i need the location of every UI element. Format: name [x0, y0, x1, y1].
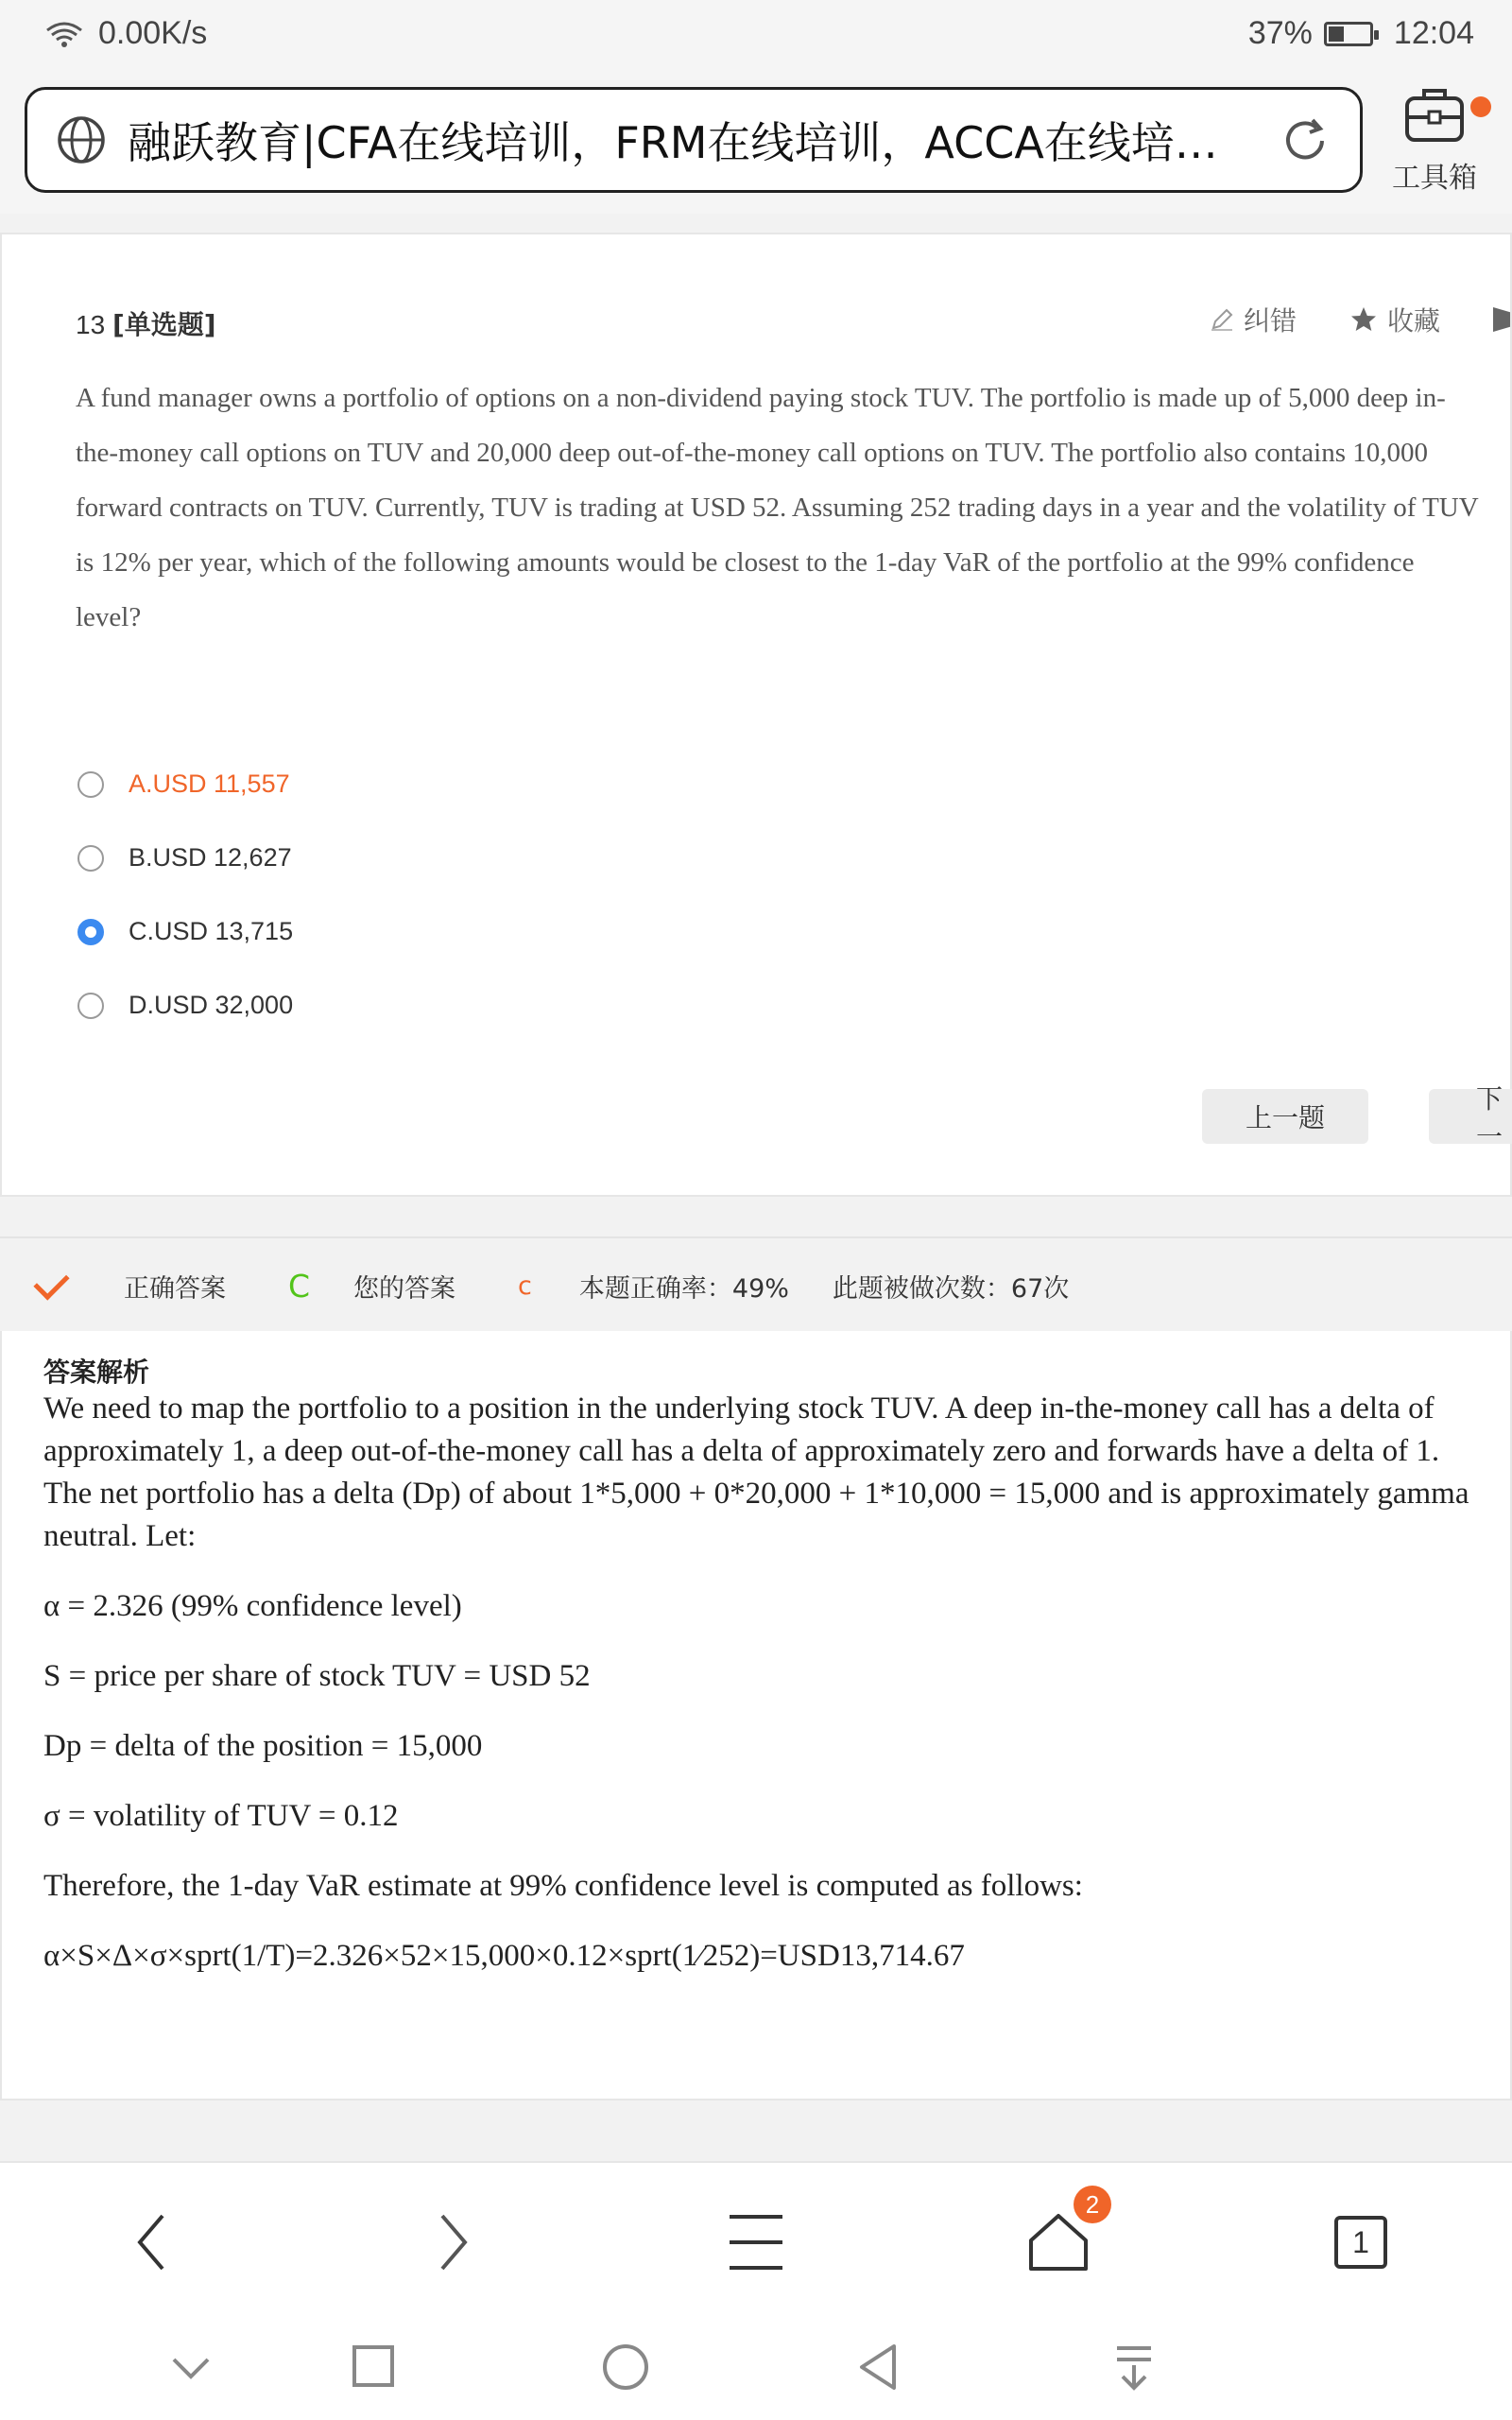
- browser-bottom-nav: [0, 2161, 1512, 2318]
- wifi-icon: [43, 19, 85, 49]
- explanation-paragraph: Therefore, the 1-day VaR estimate at 99% confidence level is computed as follows:: [43, 1869, 1083, 1903]
- download-arrow-icon[interactable]: [1113, 2344, 1155, 2392]
- report-error-label: 纠错: [1243, 305, 1297, 337]
- radio-b[interactable]: [77, 845, 104, 872]
- radio-c-selected[interactable]: [77, 919, 104, 945]
- tabs-button[interactable]: [1323, 2204, 1399, 2280]
- chevron-down-icon[interactable]: [170, 2354, 212, 2382]
- circle-home-icon[interactable]: [601, 2342, 650, 2392]
- option-b-label: B.USD 12,627: [129, 843, 292, 872]
- explanation-paragraph: α = 2.326 (99% confidence level): [43, 1589, 462, 1623]
- triangle-back-icon[interactable]: [856, 2342, 900, 2392]
- forward-button[interactable]: [416, 2204, 491, 2280]
- address-bar[interactable]: [25, 87, 1363, 193]
- correct-answer-label: 正确答案: [124, 1273, 226, 1304]
- explanation-paragraph: We need to map the portfolio to a position in the underlying stock TUV. A deep in-the-money call has a delta of approximately 1, a deep out-of-the-money call has a delta of approximately zero and forwards have a delta of 1. The net portfolio has a delta (Dp) of about 1*5,000 + 0*20,000 + 1*10,000 = 15,000 and is approximately gamma neutral. Let:: [43, 1392, 1469, 1553]
- page-title: 融跃教育|CFA在线培训，FRM在线培训，ACCA在线培…: [128, 117, 1218, 168]
- net-speed: 0.00K/s: [98, 15, 208, 51]
- globe-icon: [56, 114, 107, 165]
- explanation-paragraph: S = price per share of stock TUV = USD 52: [43, 1659, 591, 1693]
- explanation-body: [43, 1388, 1480, 2005]
- system-nav-bar: [0, 2316, 1512, 2420]
- browser-toolbar: [0, 72, 1512, 214]
- toolbox-icon: [1403, 83, 1466, 146]
- toolbox-button[interactable]: [1378, 83, 1491, 197]
- your-answer-label: 您的答案: [353, 1273, 456, 1304]
- battery-percent: 37%: [1247, 15, 1313, 51]
- battery-icon: [1324, 22, 1373, 46]
- your-answer-value: c: [518, 1270, 532, 1301]
- bookmark-icon[interactable]: [1493, 307, 1510, 332]
- chevron-left-icon: [132, 2212, 170, 2273]
- option-c[interactable]: [77, 917, 293, 946]
- option-a-label: A.USD 11,557: [129, 769, 290, 798]
- square-icon[interactable]: [352, 2344, 395, 2388]
- question-header: [76, 304, 216, 342]
- explanation-formula: α×S×Δ×σ×sprt(1/T)=2.326×52×15,000×0.12×sprt(1⁄252)=USD13,714.67: [43, 1939, 965, 1973]
- answer-summary-bar: [0, 1236, 1512, 1333]
- answer-explanation: [0, 1331, 1512, 2100]
- explanation-heading: 答案解析: [43, 1357, 150, 1388]
- question-number: 13: [76, 310, 106, 339]
- radio-a[interactable]: [77, 771, 104, 798]
- back-button[interactable]: [113, 2204, 189, 2280]
- favorite-button[interactable]: [1349, 301, 1440, 338]
- notification-dot: [1470, 96, 1491, 117]
- attempt-count: 此题被做次数：67次: [832, 1273, 1070, 1304]
- accuracy-rate: 本题正确率：49%: [578, 1273, 789, 1304]
- option-d[interactable]: [77, 991, 293, 1020]
- explanation-paragraph: Dp = delta of the position = 15,000: [43, 1729, 483, 1763]
- pencil-icon: [1210, 307, 1234, 332]
- question-card: [0, 233, 1512, 1197]
- question-tools: [1210, 301, 1510, 338]
- chevron-right-icon: [435, 2212, 472, 2273]
- menu-button[interactable]: [718, 2204, 794, 2280]
- explanation-paragraph: σ = volatility of TUV = 0.12: [43, 1799, 399, 1833]
- option-d-label: D.USD 32,000: [129, 991, 294, 1019]
- star-icon: [1349, 305, 1378, 334]
- clock: 12:04: [1393, 15, 1474, 51]
- check-icon: [33, 1264, 69, 1300]
- reload-icon[interactable]: [1279, 114, 1332, 167]
- status-bar: [0, 0, 1512, 72]
- report-error-button[interactable]: [1210, 301, 1297, 338]
- question-type: [单选题]: [112, 309, 216, 340]
- favorite-label: 收藏: [1386, 305, 1440, 337]
- option-a[interactable]: [77, 769, 290, 799]
- home-badge: 2: [1074, 2186, 1111, 2223]
- question-text: A fund manager owns a portfolio of options on a non-dividend paying stock TUV. The portfolio is made up of 5,000 deep in-the-money call options on TUV and 20,000 deep out-of-the-money call options on TUV. The portfolio also contains 10,000 forward contracts on TUV. Currently, TUV is trading at USD 52. Assuming 252 trading days in a year and the volatility of TUV is 12% per year, which of the following amounts would be closest to the 1-day VaR of the portfolio at the 99% confidence level?: [76, 383, 1479, 632]
- option-b[interactable]: [77, 843, 292, 873]
- toolbox-label: 工具箱: [1392, 162, 1477, 195]
- menu-icon: [728, 2213, 784, 2272]
- home-icon: [1027, 2212, 1090, 2273]
- option-c-label: C.USD 13,715: [129, 917, 294, 945]
- tab-count: 1: [1334, 2216, 1387, 2269]
- correct-answer-value: C: [288, 1267, 311, 1305]
- next-question-button[interactable]: 下一: [1429, 1089, 1512, 1144]
- prev-question-button[interactable]: 上一题: [1202, 1089, 1368, 1144]
- radio-d[interactable]: [77, 993, 104, 1019]
